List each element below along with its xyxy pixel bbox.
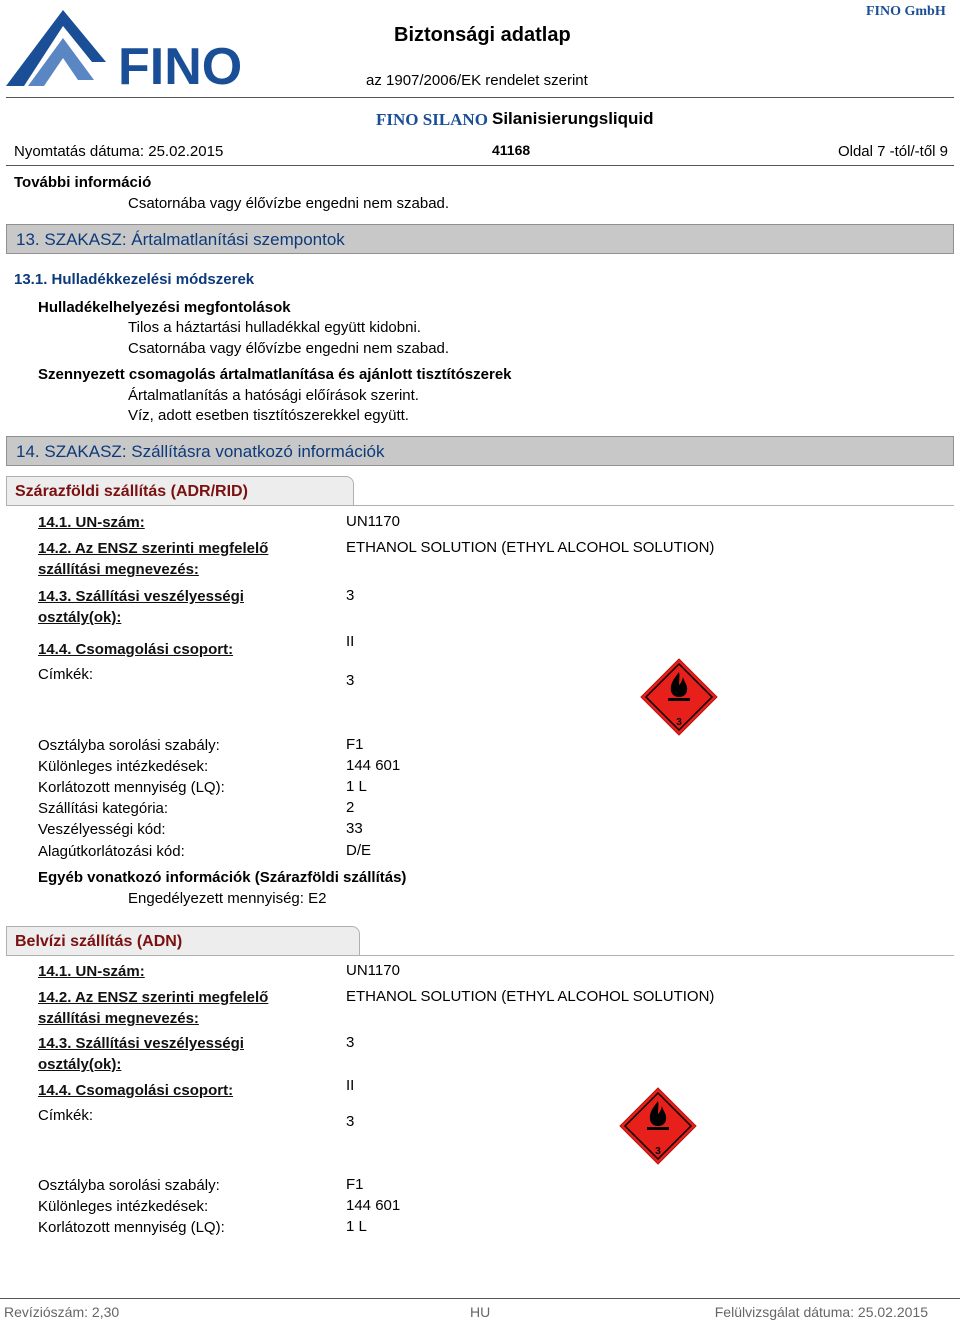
adr-tunnel-value: D/E	[346, 842, 372, 859]
pictogram-number: 3	[655, 1146, 661, 1157]
adr-special-provisions-label: Különleges intézkedések:	[38, 758, 209, 775]
page-number: Oldal 7 -tól/-től 9	[837, 143, 948, 160]
adn-special-provisions-label: Különleges intézkedések:	[38, 1198, 209, 1215]
adn-packing-group-label: 14.4. Csomagolási csoport:	[38, 1082, 234, 1099]
document-title: Biztonsági adatlap	[394, 24, 571, 46]
adn-class-label: 14.3. Szállítási veszélyességi	[38, 1035, 244, 1052]
adr-hazard-id-value: 33	[346, 820, 363, 837]
header-divider	[6, 97, 954, 98]
disposal-label: Hulladékelhelyezési megfontolások	[38, 299, 291, 316]
further-info-label: További információ	[14, 174, 152, 191]
adn-lq-label: Korlátozott mennyiség (LQ):	[38, 1219, 225, 1236]
adn-classification-code-value: F1	[346, 1176, 364, 1193]
flammable-pictogram-adn	[619, 1087, 697, 1165]
section-13-title: 13. SZAKASZ: Ártalmatlanítási szempontok	[16, 230, 345, 249]
adr-other-value: Engedélyezett mennyiség: E2	[128, 890, 327, 907]
adr-name-label: 14.2. Az ENSZ szerinti megfelelő	[38, 540, 269, 557]
adr-name-value: ETHANOL SOLUTION (ETHYL ALCOHOL SOLUTION)	[346, 539, 715, 556]
adn-name-label-2: szállítási megnevezés:	[38, 1010, 199, 1027]
pictogram-number: 3	[676, 717, 682, 728]
adr-hazard-id-label: Veszélyességi kód:	[38, 821, 166, 838]
adn-classification-code-label: Osztályba sorolási szabály:	[38, 1177, 220, 1194]
adr-name-label-2: szállítási megnevezés:	[38, 561, 199, 578]
adn-un-label: 14.1. UN-szám:	[38, 963, 145, 980]
company-logo	[6, 2, 243, 96]
adr-labels-label: Címkék:	[38, 666, 94, 683]
revision-number: Revíziószám: 2,30	[4, 1304, 120, 1320]
adn-lq-value: 1 L	[346, 1218, 367, 1235]
adn-tab	[6, 926, 360, 956]
review-date: Felülvizsgálat dátuma: 25.02.2015	[714, 1304, 928, 1320]
adn-tab-line	[6, 955, 954, 956]
adr-transport-category-label: Szállítási kategória:	[38, 800, 169, 817]
logo-text: FINO	[118, 38, 243, 96]
adr-other-label: Egyéb vonatkozó információk (Szárazföldi szállítás)	[38, 869, 407, 886]
adr-special-provisions-value: 144 601	[346, 757, 401, 774]
logo-graphic	[6, 2, 243, 96]
language-code: HU	[470, 1304, 491, 1320]
adn-special-provisions-value: 144 601	[346, 1197, 401, 1214]
adr-tab-label: Szárazföldi szállítás (ADR/RID)	[15, 483, 248, 500]
adr-transport-category-value: 2	[346, 799, 355, 816]
flammable-pictogram	[640, 658, 718, 736]
company-name: FINO GmbH	[866, 4, 946, 19]
adr-packing-group-label: 14.4. Csomagolási csoport:	[38, 641, 234, 658]
print-date: Nyomtatás dátuma: 25.02.2015	[14, 143, 224, 160]
section-14-header	[6, 436, 954, 466]
adn-labels-label: Címkék:	[38, 1107, 94, 1124]
adn-tab-label: Belvízi szállítás (ADN)	[15, 933, 183, 950]
section-14-title: 14. SZAKASZ: Szállításra vonatkozó információk	[16, 442, 385, 461]
footer-divider	[0, 1298, 960, 1299]
section-13-1-title: 13.1. Hulladékkezelési módszerek	[14, 271, 255, 288]
adn-packing-group-value: II	[346, 1077, 355, 1094]
regulation-subtitle: az 1907/2006/EK rendelet szerint	[366, 72, 588, 89]
product-name: Silanisierungsliquid	[492, 109, 654, 128]
product-brand: FINO SILANO	[376, 110, 488, 129]
disposal-line: Csatornába vagy élővízbe engedni nem szabad.	[128, 340, 450, 357]
product-code: 41168	[492, 142, 531, 158]
adr-class-label-2: osztály(ok):	[38, 609, 122, 626]
packaging-line: Ártalmatlanítás a hatósági előírások szerint.	[128, 387, 419, 404]
adr-packing-group-value: II	[346, 633, 355, 650]
further-info-text: Csatornába vagy élővízbe engedni nem szabad.	[128, 195, 450, 212]
adr-labels-value: 3	[346, 672, 355, 689]
adr-classification-code-label: Osztályba sorolási szabály:	[38, 737, 220, 754]
adr-tab	[6, 476, 354, 506]
adn-class-value: 3	[346, 1034, 355, 1051]
adr-lq-value: 1 L	[346, 778, 367, 795]
adr-class-label: 14.3. Szállítási veszélyességi	[38, 588, 244, 605]
adn-labels-value: 3	[346, 1113, 355, 1130]
adn-name-value: ETHANOL SOLUTION (ETHYL ALCOHOL SOLUTION)	[346, 988, 715, 1005]
packaging-label: Szennyezett csomagolás ártalmatlanítása és ajánlott tisztítószerek	[38, 366, 512, 383]
adr-classification-code-value: F1	[346, 736, 364, 753]
adn-class-label-2: osztály(ok):	[38, 1056, 122, 1073]
adr-class-value: 3	[346, 587, 355, 604]
packaging-line: Víz, adott esetben tisztítószerekkel együtt.	[128, 407, 409, 424]
adr-lq-label: Korlátozott mennyiség (LQ):	[38, 779, 225, 796]
header-bottom-divider	[6, 165, 954, 166]
adn-name-label: 14.2. Az ENSZ szerinti megfelelő	[38, 989, 269, 1006]
adn-un-value: UN1170	[346, 962, 400, 979]
adr-tunnel-label: Alagútkorlátozási kód:	[38, 843, 185, 860]
adr-un-value: UN1170	[346, 513, 400, 530]
adr-un-label: 14.1. UN-szám:	[38, 514, 145, 531]
adr-tab-line	[6, 505, 954, 506]
section-13-header	[6, 224, 954, 254]
disposal-line: Tilos a háztartási hulladékkal együtt kidobni.	[128, 319, 421, 336]
